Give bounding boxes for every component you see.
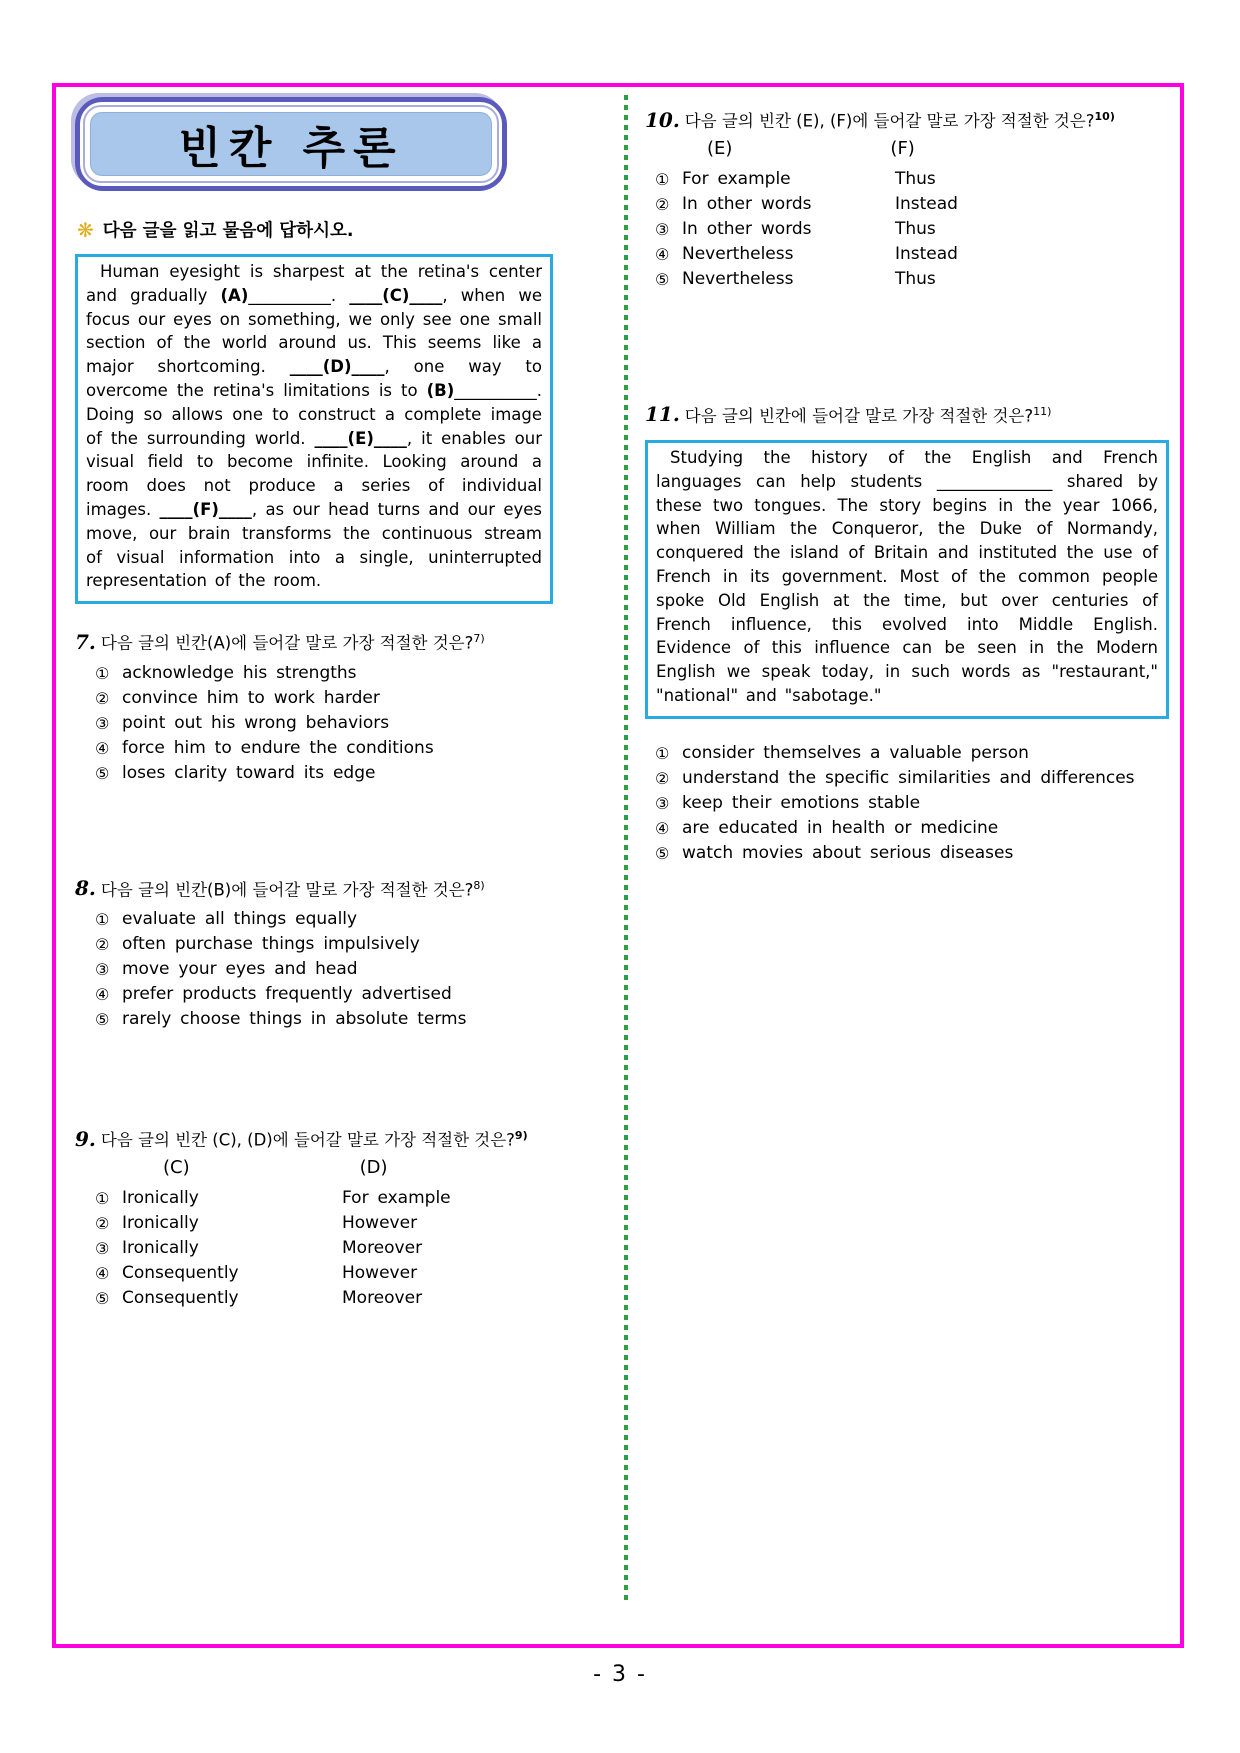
question-11-footnote: 11) bbox=[1033, 404, 1052, 418]
question-11 bbox=[645, 400, 1169, 866]
option-marker: ④ bbox=[95, 738, 110, 758]
option-right-text: Instead bbox=[895, 193, 958, 214]
question-9-options bbox=[75, 1186, 553, 1311]
option-left-text: Consequently bbox=[122, 1287, 239, 1308]
passage-box-1 bbox=[75, 254, 553, 604]
answer-option-pair bbox=[645, 217, 1169, 242]
question-10-options bbox=[645, 167, 1169, 292]
flower-icon: ❋ bbox=[77, 217, 94, 242]
option-left-text: Consequently bbox=[122, 1262, 239, 1283]
option-marker: ③ bbox=[95, 713, 110, 733]
option-marker: ④ bbox=[655, 818, 670, 838]
option-marker: ③ bbox=[95, 1238, 110, 1258]
option-marker: ① bbox=[95, 910, 110, 930]
page-number: - 3 - bbox=[593, 1662, 647, 1687]
option-left-text: Ironically bbox=[122, 1212, 199, 1233]
question-10-column-headers bbox=[645, 136, 1169, 162]
option-left-text: Nevertheless bbox=[682, 243, 794, 264]
option-text: keep their emotions stable bbox=[682, 792, 921, 813]
option-right-text: Instead bbox=[895, 243, 958, 264]
option-text: prefer products frequently advertised bbox=[122, 984, 452, 1005]
option-text: evaluate all things equally bbox=[122, 909, 358, 930]
option-marker: ② bbox=[95, 1213, 110, 1233]
answer-option bbox=[75, 982, 553, 1007]
question-10-prompt: 다음 글의 빈칸 (E), (F)에 들어갈 말로 가장 적절한 것은? bbox=[684, 111, 1095, 131]
question-9 bbox=[75, 1124, 553, 1311]
question-10 bbox=[645, 105, 1169, 292]
answer-option-pair bbox=[645, 242, 1169, 267]
question-9-prompt: 다음 글의 빈칸 (C), (D)에 들어갈 말로 가장 적절한 것은? bbox=[100, 1130, 515, 1150]
option-right-text: Thus bbox=[895, 168, 936, 189]
option-marker: ① bbox=[95, 663, 110, 683]
option-text: loses clarity toward its edge bbox=[122, 762, 376, 783]
option-marker: ② bbox=[95, 688, 110, 708]
question-7-footnote: 7) bbox=[473, 632, 485, 646]
question-9-footnote: 9) bbox=[514, 1129, 528, 1143]
question-8-options bbox=[75, 907, 553, 1032]
option-text: understand the specific similarities and differences bbox=[682, 767, 1135, 788]
passage-1-text: Human eyesight is sharpest at the retina's center and gradually (A)__________. ____(C)____, when we focus our eyes on something, we only see one small section of the world around us. This seems like a major shortcoming. ____(D)____, one way to overcome the retina's limitations is to (B)__________. Doing so allows one to construct a complete image of the surrounding world. ____(E)____, it enables our visual field to become infinite. Looking around a room does not produce a series of individual images. ____(F)____, as our head turns and our eyes move, our brain transforms the continuous stream of visual information into a single, uninterrupted representation of the room. bbox=[86, 262, 543, 591]
answer-option bbox=[75, 1007, 553, 1032]
answer-option bbox=[645, 816, 1169, 841]
option-marker: ⑤ bbox=[655, 269, 670, 289]
option-marker: ② bbox=[95, 935, 110, 955]
instruction-text: 다음 글을 읽고 물음에 답하시오. bbox=[102, 221, 354, 241]
option-right-text: Thus bbox=[895, 218, 936, 239]
option-text: acknowledge his strengths bbox=[122, 662, 357, 683]
option-text: consider themselves a valuable person bbox=[682, 742, 1029, 763]
option-text: rarely choose things in absolute terms bbox=[122, 1009, 467, 1030]
question-9-number: 9. bbox=[75, 1126, 96, 1151]
answer-option bbox=[75, 932, 553, 957]
option-right-text: Thus bbox=[895, 268, 936, 289]
question-8-prompt: 다음 글의 빈칸(B)에 들어갈 말로 가장 적절한 것은? bbox=[100, 880, 474, 900]
question-9-column-headers bbox=[75, 1155, 553, 1181]
option-marker: ② bbox=[655, 194, 670, 214]
answer-option bbox=[645, 841, 1169, 866]
answer-option-pair bbox=[75, 1211, 553, 1236]
option-marker: ③ bbox=[95, 960, 110, 980]
option-text: convince him to work harder bbox=[122, 687, 380, 708]
question-11-prompt: 다음 글의 빈칸에 들어갈 말로 가장 적절한 것은? bbox=[684, 406, 1034, 425]
option-marker: ⑤ bbox=[655, 843, 670, 863]
question-8-footnote: 8) bbox=[473, 878, 485, 892]
question-10-footnote: 10) bbox=[1094, 110, 1115, 123]
column-header-c: (C) bbox=[163, 1156, 190, 1178]
option-marker: ④ bbox=[95, 1263, 110, 1283]
question-7-head bbox=[75, 627, 553, 656]
question-8-head bbox=[75, 874, 553, 903]
option-left-text: Nevertheless bbox=[682, 268, 794, 289]
answer-option bbox=[75, 957, 553, 982]
option-marker: ① bbox=[655, 169, 670, 189]
option-marker: ④ bbox=[95, 985, 110, 1005]
option-marker: ① bbox=[655, 743, 670, 763]
answer-option bbox=[645, 766, 1169, 791]
option-text: point out his wrong behaviors bbox=[122, 712, 390, 733]
option-left-text: Ironically bbox=[122, 1187, 199, 1208]
answer-option-pair bbox=[645, 267, 1169, 292]
option-right-text: Moreover bbox=[342, 1287, 423, 1308]
right-column bbox=[645, 97, 1169, 866]
question-7-number: 7. bbox=[75, 629, 96, 654]
option-left-text: In other words bbox=[682, 218, 812, 239]
answer-option-pair bbox=[75, 1261, 553, 1286]
answer-option-pair bbox=[75, 1186, 553, 1211]
option-text: are educated in health or medicine bbox=[682, 817, 999, 838]
passage-box-2 bbox=[645, 440, 1169, 719]
option-left-text: For example bbox=[682, 168, 791, 189]
question-9-head bbox=[75, 1124, 553, 1153]
answer-option bbox=[75, 736, 553, 761]
answer-option bbox=[75, 761, 553, 786]
question-11-number: 11. bbox=[645, 402, 680, 426]
question-7-options bbox=[75, 661, 553, 786]
option-marker: ① bbox=[95, 1188, 110, 1208]
question-11-options bbox=[645, 741, 1169, 866]
question-7-prompt: 다음 글의 빈칸(A)에 들어갈 말로 가장 적절한 것은? bbox=[100, 633, 474, 653]
answer-option-pair bbox=[645, 167, 1169, 192]
answer-option bbox=[75, 711, 553, 736]
column-divider bbox=[624, 95, 628, 1600]
option-marker: ④ bbox=[655, 244, 670, 264]
answer-option bbox=[75, 686, 553, 711]
option-marker: ③ bbox=[655, 219, 670, 239]
option-marker: ⑤ bbox=[95, 763, 110, 783]
option-right-text: For example bbox=[342, 1187, 451, 1208]
page-title: 빈칸 추론 bbox=[90, 112, 492, 176]
column-header-e: (E) bbox=[707, 137, 733, 159]
option-right-text: However bbox=[342, 1262, 418, 1283]
option-right-text: However bbox=[342, 1212, 418, 1233]
option-text: watch movies about serious diseases bbox=[682, 842, 1014, 863]
option-left-text: In other words bbox=[682, 193, 812, 214]
option-text: force him to endure the conditions bbox=[122, 737, 434, 758]
instruction-line bbox=[75, 217, 553, 242]
column-header-d: (D) bbox=[359, 1156, 388, 1178]
question-7 bbox=[75, 627, 553, 786]
column-header-f: (F) bbox=[890, 137, 915, 159]
answer-option bbox=[75, 907, 553, 932]
answer-option-pair bbox=[75, 1286, 553, 1311]
question-11-head bbox=[645, 400, 1169, 429]
option-marker: ⑤ bbox=[95, 1010, 110, 1030]
question-8-number: 8. bbox=[75, 876, 96, 901]
title-banner bbox=[75, 97, 507, 191]
option-text: often purchase things impulsively bbox=[122, 934, 420, 955]
option-marker: ② bbox=[655, 768, 670, 788]
option-marker: ⑤ bbox=[95, 1288, 110, 1308]
option-marker: ③ bbox=[655, 793, 670, 813]
answer-option bbox=[645, 791, 1169, 816]
left-column bbox=[75, 97, 553, 1311]
answer-option bbox=[645, 741, 1169, 766]
passage-2-text: Studying the history of the English and French languages can help students ______________ shared by these two tongues. The story begins in the year 1066, when William the Conqueror, the Duke of Normandy, conquered the island of Britain and instituted the use of French in its government. Most of the common people spoke Old English at the time, but over centuries of French influence, this evolved into Middle English. Evidence of this influence can be seen in the Modern English we speak today, in such words as "restaurant," "national" and "sabotage." bbox=[656, 448, 1158, 705]
answer-option bbox=[75, 661, 553, 686]
option-text: move your eyes and head bbox=[122, 959, 358, 980]
question-8 bbox=[75, 874, 553, 1033]
option-left-text: Ironically bbox=[122, 1237, 199, 1258]
answer-option-pair bbox=[645, 192, 1169, 217]
question-10-number: 10. bbox=[645, 107, 680, 132]
answer-option-pair bbox=[75, 1236, 553, 1261]
option-right-text: Moreover bbox=[342, 1237, 423, 1258]
question-10-head bbox=[645, 105, 1169, 134]
